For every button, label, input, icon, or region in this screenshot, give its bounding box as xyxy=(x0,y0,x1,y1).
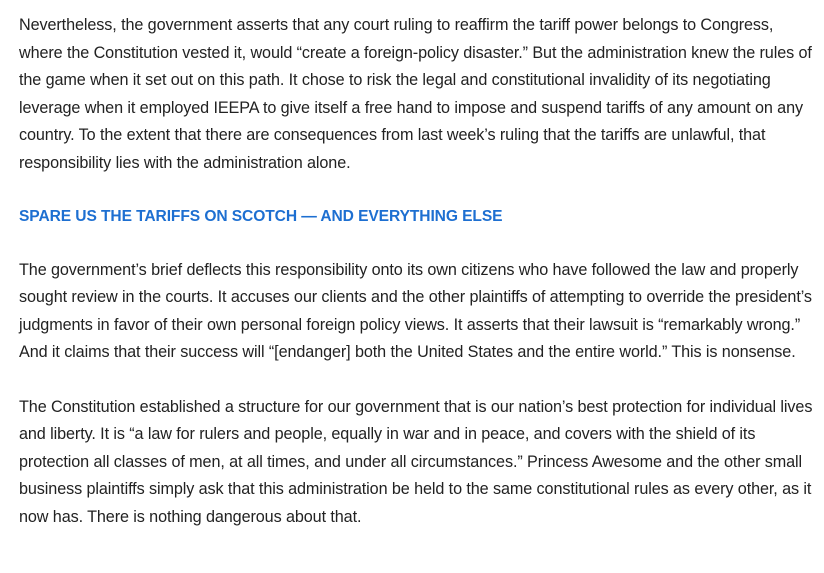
section-heading-link[interactable]: SPARE US THE TARIFFS ON SCOTCH — AND EVERYTHING ELSE xyxy=(19,208,503,225)
paragraph-constitution: The Constitution established a structure for our government that is our nation’s best protection for individual lives and liberty. It is “a law for rulers and people, equally in war and in peace, and covers with the shield of its protection all classes of men, at all times, and under all circumstances.” Princess Awesome and the other small business plaintiffs simply ask that this administration be held to the same constitutional rules as every other, as it now has. There is nothing dangerous about that. xyxy=(19,397,813,526)
paragraph-government-brief: The government’s brief deflects this responsibility onto its own citizens who have followed the law and properly sought review in the courts. It accuses our clients and the other plaintiffs of attempting to override the president’s judgments in favor of their own personal foreign policy views. It asserts that their lawsuit is “remarkably wrong.” And it claims that their success will “[endanger] both the United States and the entire world.” This is nonsense. xyxy=(19,260,812,361)
paragraph-government-asserts: Nevertheless, the government asserts that any court ruling to reaffirm the tariff power belongs to Congress, where the Constitution vested it, would “create a foreign-policy disaster.” But the administration knew the rules of the game when it set out on this path. It chose to risk the legal and constitutional invalidity of its negotiating leverage when it employed IEEPA to give itself a free hand to impose and suspend tariffs of any amount on any country. To the extent that there are consequences from last week’s ruling that the tariffs are unlawful, that responsibility lies with the administration alone. xyxy=(19,16,812,172)
article-body xyxy=(19,12,819,531)
